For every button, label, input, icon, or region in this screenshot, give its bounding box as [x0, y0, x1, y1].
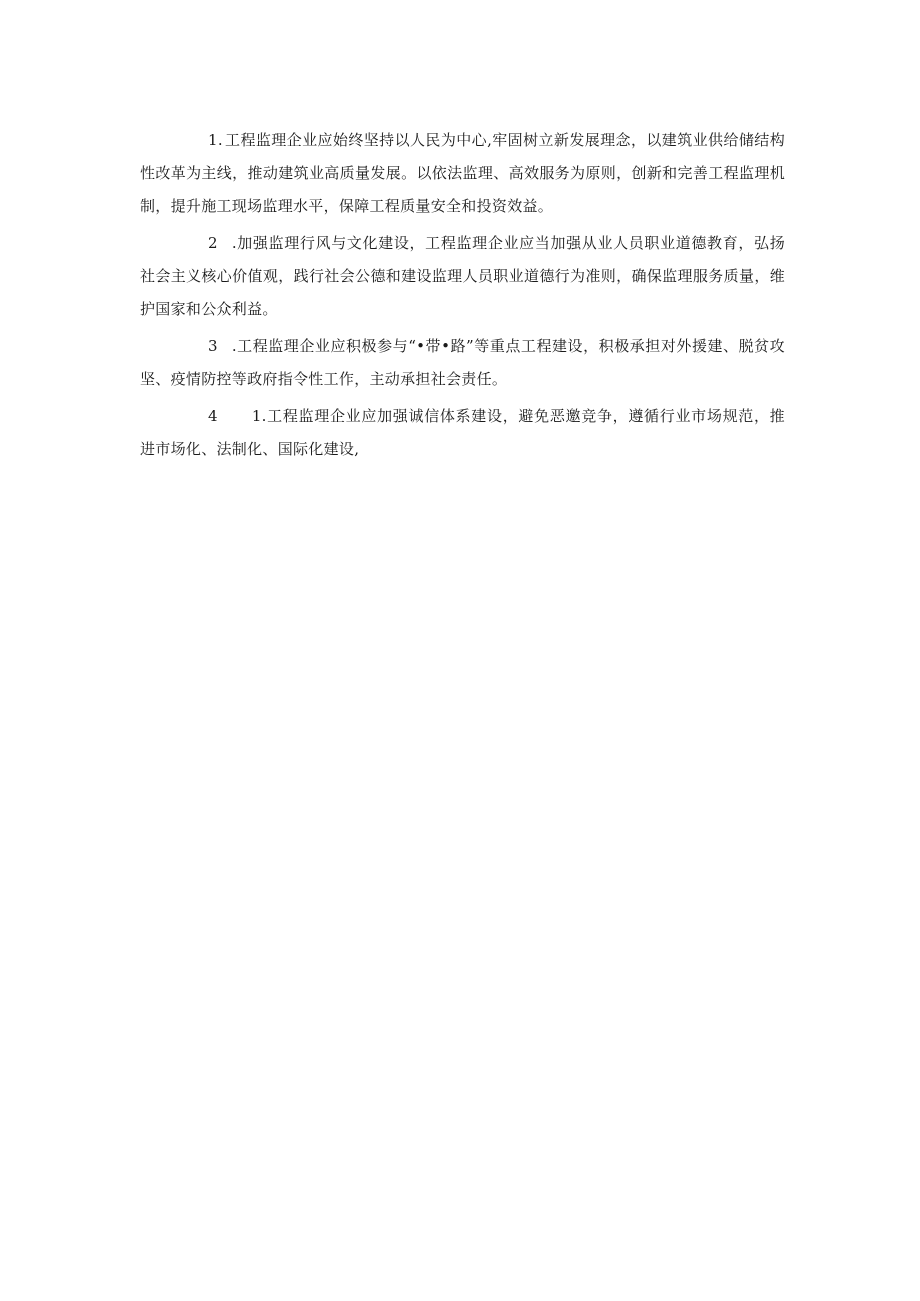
paragraph-number: 2 [208, 234, 218, 252]
paragraph-number: 1. [208, 131, 223, 149]
paragraph-text: 工程监理企业应始终坚持以人民为中心,牢固树立新发展理念，以建筑业供给储结构性改革为主线，推动建筑业高质量发展。以依法监理、高效服务为原则，创新和完善工程监理机制，提升施工现场监理水平，保障工程质量安全和投资效益。 [140, 131, 785, 215]
paragraph-2 [140, 227, 785, 326]
paragraph-text: .工程监理企业应积极参与“•带•路”等重点工程建设，积极承担对外援建、脱贫攻坚、疫情防控等政府指令性工作，主动承担社会责任。 [140, 337, 785, 388]
paragraph-number: 4 [208, 407, 218, 425]
paragraph-1 [140, 124, 785, 223]
paragraph-3 [140, 330, 785, 396]
paragraph-number: 3 [208, 337, 218, 355]
paragraph-text: 1.工程监理企业应加强诚信体系建设，避免恶邀竞争，遵循行业市场规范，推进市场化、法制化、国际化建设, [140, 407, 785, 458]
paragraph-text: .加强监理行风与文化建设，工程监理企业应当加强从业人员职业道德教育，弘扬社会主义核心价值观，践行社会公德和建设监理人员职业道德行为准则，确保监理服务质量，维护国家和公众利益。 [140, 234, 785, 318]
paragraph-4 [140, 400, 785, 466]
document-body [140, 124, 785, 470]
